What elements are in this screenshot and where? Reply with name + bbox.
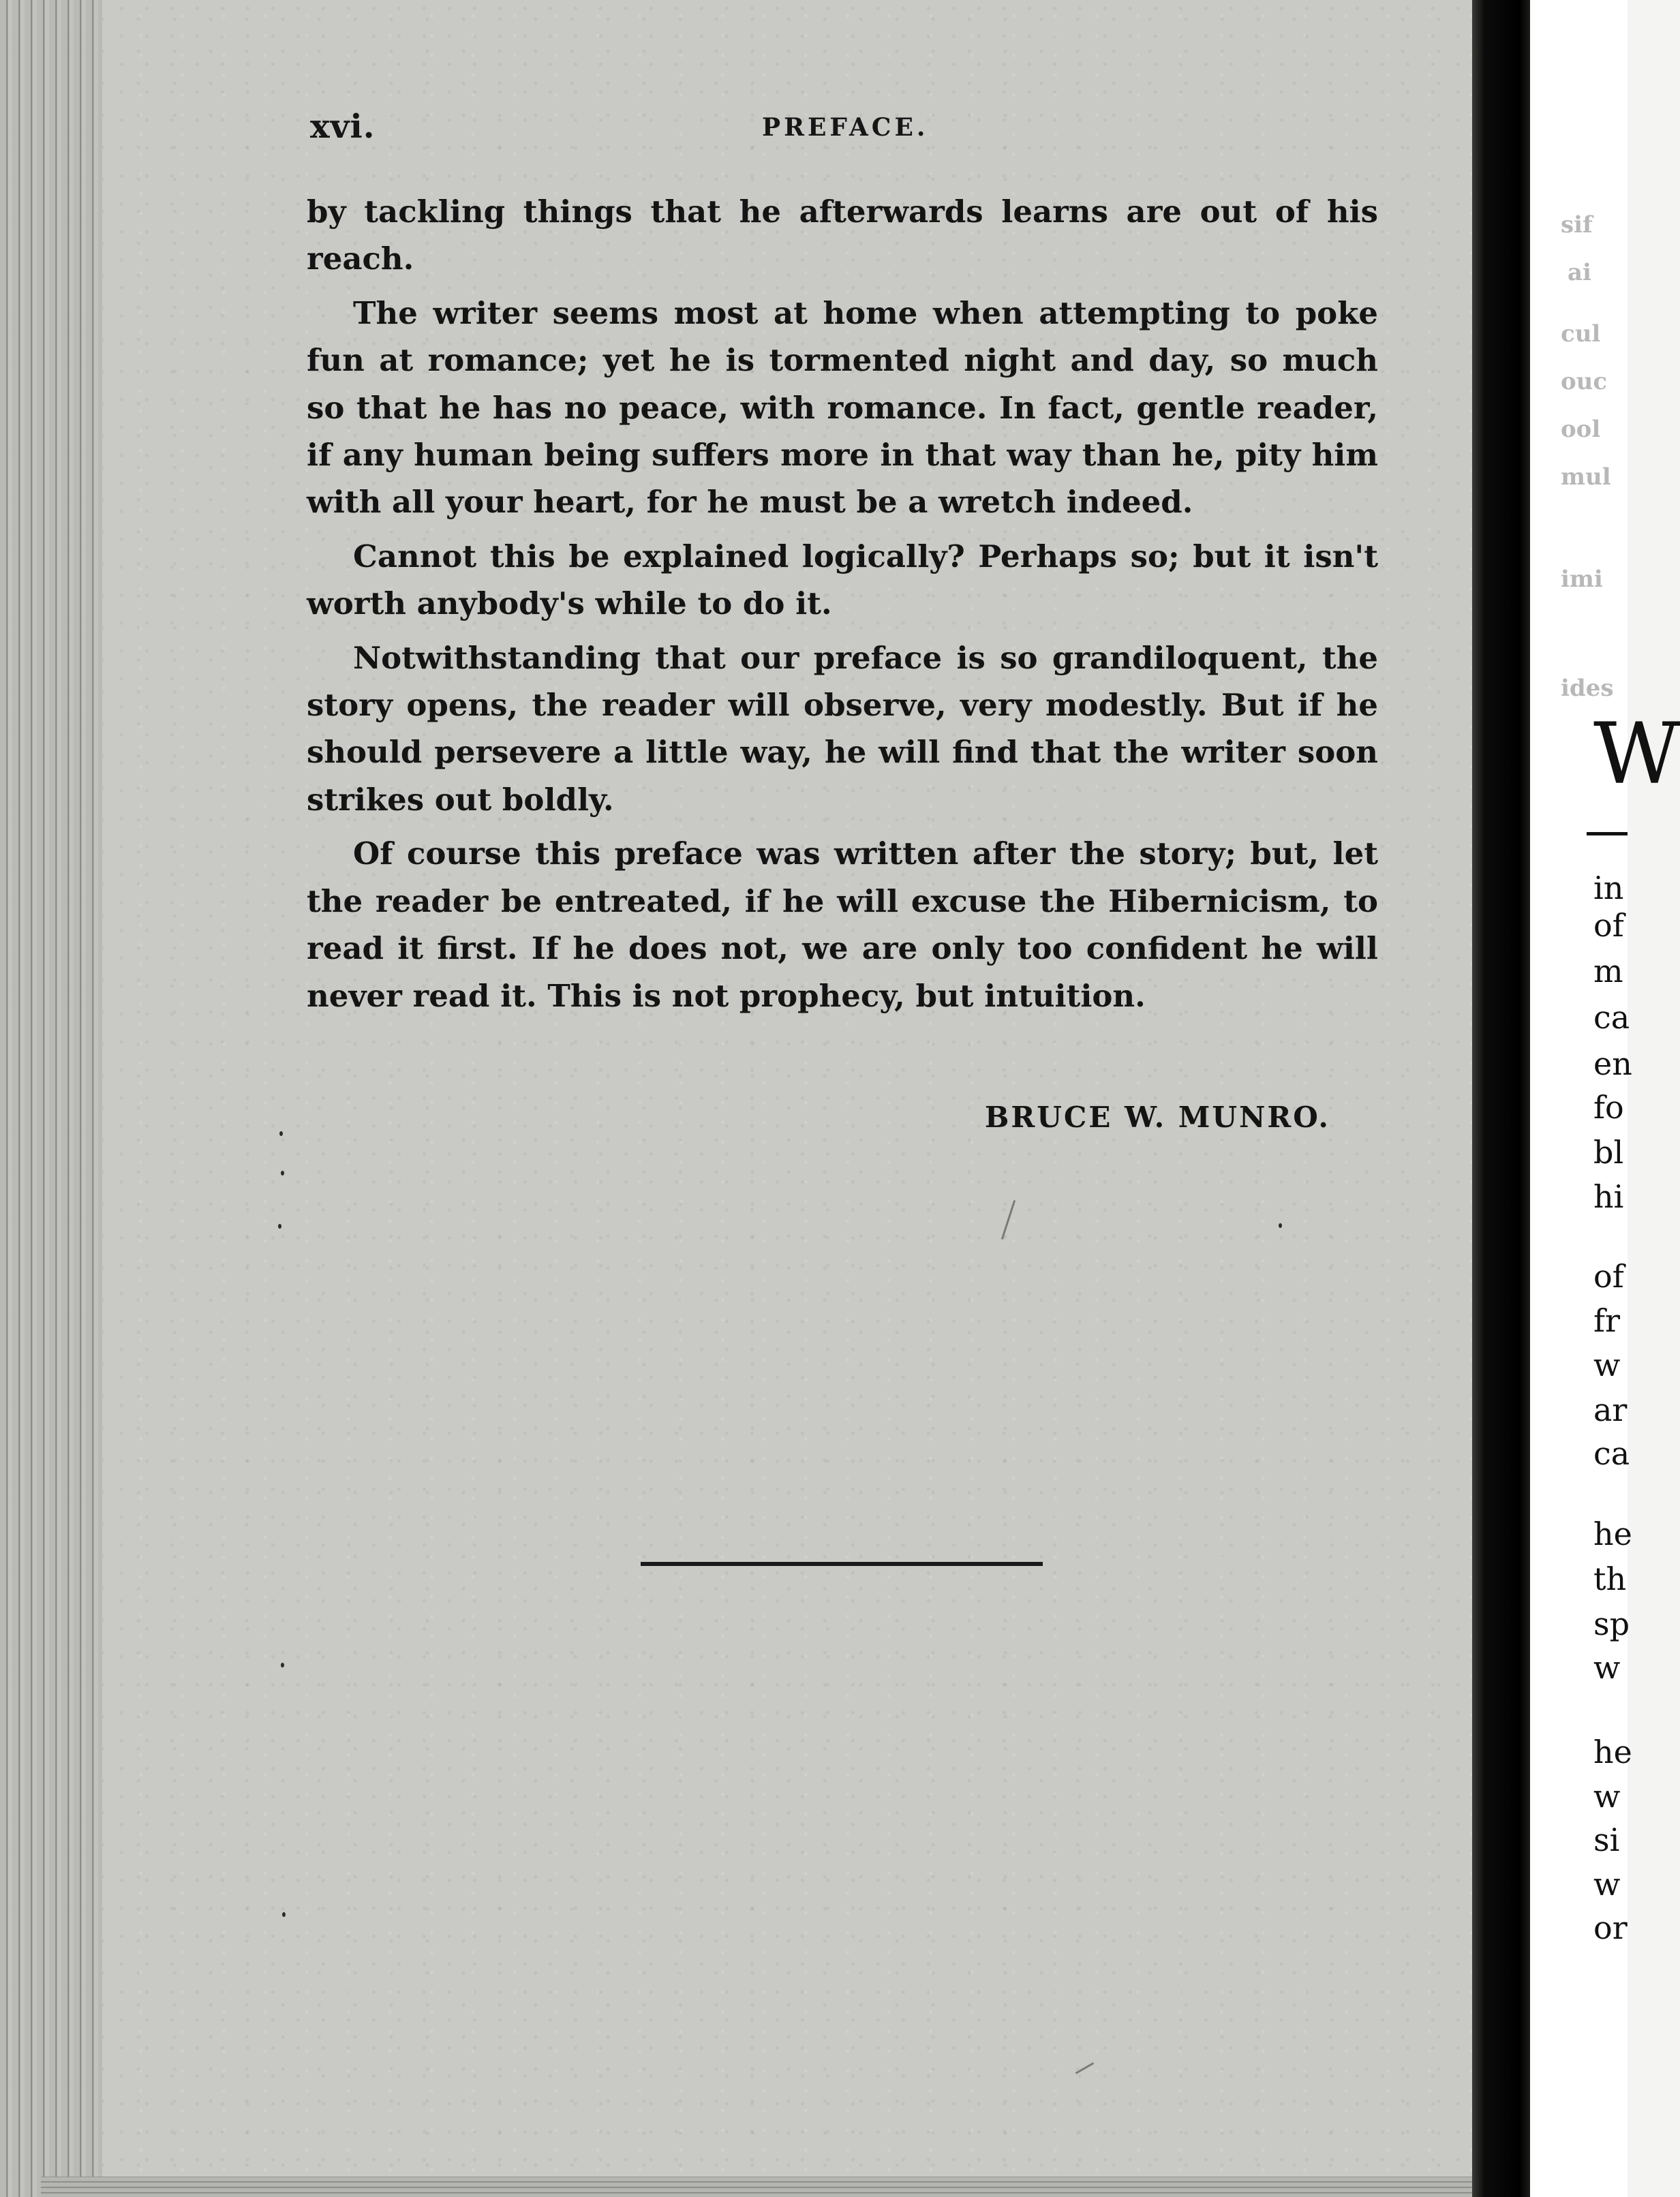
cropped-line: fr [1593,1302,1621,1339]
cropped-line: or [1593,1909,1628,1946]
cropped-line: of [1593,907,1624,944]
cropped-line: fo [1593,1089,1624,1126]
cropped-line: w [1593,1778,1621,1815]
show-through-text: imi [1561,566,1603,593]
paragraph: Cannot this be explained logically? Perhaps so; but it isn't worth anybody's while to do it. [307,538,1378,622]
cropped-line: ca [1593,1435,1630,1472]
cropped-line: bl [1593,1134,1624,1171]
cropped-line: sp [1593,1605,1630,1642]
cropped-line: he [1593,1734,1632,1770]
cropped-line: en [1593,1045,1632,1082]
preface-body [307,188,1378,1026]
scan-speck [281,1171,284,1176]
cropped-line: w [1593,1866,1621,1903]
cropped-line: hi [1593,1178,1624,1215]
drop-cap: W [1593,705,1680,803]
show-through-text: sif [1561,211,1593,239]
cropped-line: he [1593,1516,1632,1552]
bottom-page-edges [41,2177,1472,2197]
cropped-line: w [1593,1347,1621,1383]
paragraph: Notwithstanding that our preface is so grandiloquent, the story opens, the reader will observe, very modestly. But if he should persevere a little way, he will find that the writer soon strikes out boldly. [307,639,1378,818]
cropped-line: ca [1593,999,1630,1036]
show-through-text: ai [1568,259,1591,286]
scan-speck [278,1224,281,1229]
scan-speck [279,1131,283,1136]
show-through-text: cul [1561,320,1601,348]
cropped-line: th [1593,1561,1627,1597]
paragraph: by tackling things that he afterwards learns are out of his reach. [307,194,1378,277]
paragraph: Of course this preface was written after the story; but, let the reader be entreated, if he will excuse the Hibernicism, to read it first. If he does not, we are only too confident he will never read it. This is not prophecy, but intuition. [307,835,1378,1014]
cropped-line: m [1593,953,1623,989]
scan-speck [282,1912,286,1917]
scan-speck [1279,1223,1282,1228]
end-rule [641,1562,1043,1566]
running-head [0,108,1628,155]
author-signature: BRUCE W. MUNRO. [984,1101,1330,1134]
book-gutter [1472,0,1530,2197]
running-title: PREFACE. [762,113,929,142]
show-through-text: ides [1561,675,1614,702]
stacked-page-edges [0,0,102,2197]
page-number: xvi. [310,108,376,146]
cropped-line: ar [1593,1392,1628,1428]
cropped-line: w [1593,1649,1621,1686]
scan-speck [281,1663,284,1668]
show-through-text: ouc [1561,368,1608,395]
paragraph: The writer seems most at home when attempting to poke fun at romance; yet he is tormented night and day, so much so that he has no peace, with romance. In fact, gentle reader, if any human being suffers more in that way than he, pity him with all your heart, for he must be a wretch indeed. [307,294,1378,521]
chapter-rule [1587,832,1628,835]
cropped-line: si [1593,1822,1620,1858]
cropped-line: in [1593,870,1624,906]
cropped-line: of [1593,1258,1624,1295]
show-through-text: ool [1561,416,1601,443]
show-through-text: mul [1561,463,1611,491]
